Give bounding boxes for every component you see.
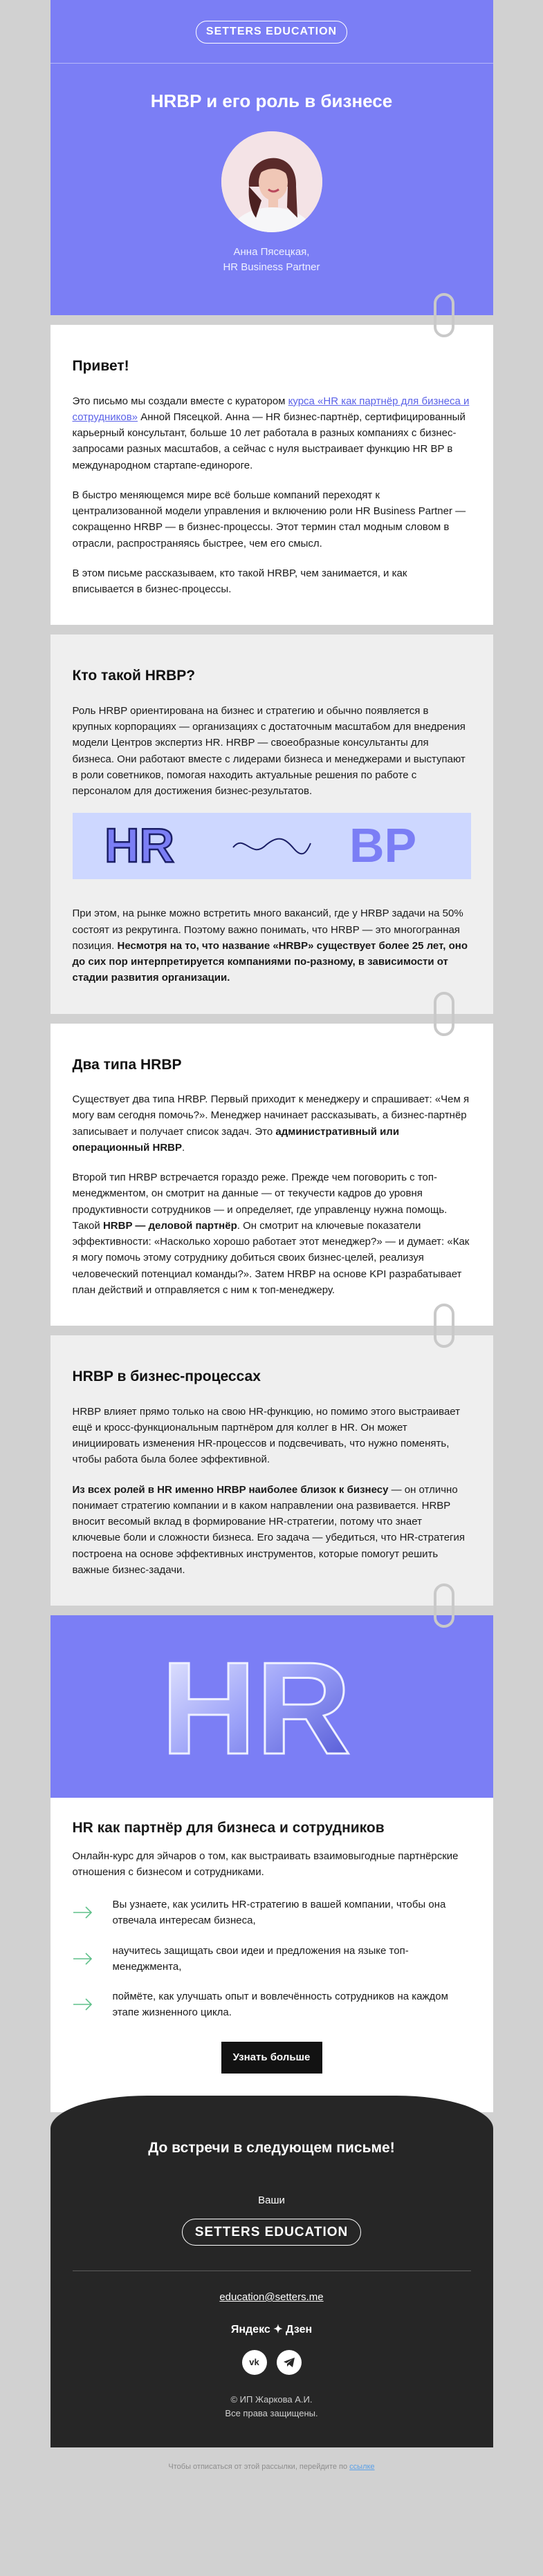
contact-email-link[interactable]: education@setters.me: [219, 2291, 324, 2303]
text-span: . Он смотрит на ключевые показатели эффективности: «Насколько хорошо работает этот менеджер?» — и думает: «Как я могу помочь этому сотруднику добиться своих бизнес-целей, реализуя человеческий потенциал команды?». Затем HRBP на основе KPI разрабатывает план действий и отправляется с ним к топ-менеджеру.: [72, 1219, 470, 1296]
learn-more-button[interactable]: Узнать больше: [221, 2042, 322, 2074]
copyright-owner: © ИП Жаркова А.И.: [230, 2394, 313, 2405]
course-subtitle: Онлайн-курс для эйчаров о том, как выстраивать взаимовыгодные партнёрские отношения с бизнесом и сотрудниками.: [72, 1850, 459, 1878]
course-title: HR как партнёр для бизнеса и сотрудников: [72, 1820, 385, 1836]
copyright: [73, 2393, 471, 2420]
email-container: [50, 0, 493, 2447]
course-hero-text: HR: [160, 1635, 351, 1783]
benefit-item: [73, 1989, 471, 2021]
arrow-right-icon: [73, 1952, 93, 1966]
curator-avatar: [221, 131, 322, 232]
social-links: [73, 2350, 471, 2375]
types-paragraph-1: [73, 1091, 471, 1156]
bp-lettering-icon: [342, 822, 439, 870]
types-section: [50, 1024, 493, 1326]
who-paragraph-2: [73, 905, 471, 986]
text-span: Анной Пясецкой. Анна — HR бизнес-партнёр, сертифицированный карьерный консультант, больше 10 лет работала в разных компаниях с бизнес-запросами разных масштабов, а сейчас с нуля выстраивает функцию HR BP в международном стартапе-единороге.: [72, 411, 466, 471]
course-body: [50, 1798, 493, 2112]
bold-span: Несмотря на то, что название «HRBP» существует более 25 лет, оно до сих пор интерпретируется компаниями по-разному, в зависимости от стадии развития организации.: [72, 939, 468, 984]
process-paragraph-1: HRBP влияет прямо только на свою HR-функцию, но помимо этого выстраивает ещё и кросс-функциональным партнёром для коллег в HR. Он может инициировать изменения HR-процессов и подсвечивать, что нужно поменять, чтобы работа была более эффективной.: [72, 1405, 461, 1466]
binder-ring-icon: [434, 1304, 454, 1348]
binder-ring-icon: [434, 992, 454, 1036]
email-header: [50, 0, 493, 315]
intro-title: Привет!: [72, 358, 129, 374]
footer-signoff: Ваши: [258, 2194, 285, 2207]
vk-icon[interactable]: vk: [242, 2350, 267, 2375]
unsubscribe-text: Чтобы отписаться от этой рассылки, перейдите по: [168, 2463, 350, 2472]
who-paragraph-1: Роль HRBP ориентирована на бизнес и стратегию и обычно появляется в крупных корпорациях — организациях с достаточным масштабом для внедрения модели Центров экспертиз HR. HRBP — своеобразные консультанты для бизнеса. Они работают вместе с лидерами бизнеса и менеджерами и выступают в роли советников, помогая находить актуальные решения по работе с персоналом для достижения бизнес-результатов.: [72, 704, 466, 798]
benefit-text: научитесь защищать свои идеи и предложения на языке топ-менеджмента,: [112, 1944, 409, 1973]
text-span: При этом, на рынке можно встретить много вакансий, где у HRBP задачи на 50% состоят из рекрутинга. Поэтому важно понимать, что HRBP — это многогранная позиция.: [72, 908, 463, 952]
text-span: Второй тип HRBP встречается гораздо реже. Прежде чем поговорить с топ-менеджментом, он смотрит на данные — от текучести кадров до уровня продуктивности сотрудников — и определяет, где управленцу нужна помощь. Такой: [72, 1172, 448, 1232]
benefit-text: поймёте, как улучшать опыт и вовлечённость сотрудников на каждом этапе жизненного цикла.: [112, 1991, 448, 2019]
banner-left-text: HR: [104, 822, 174, 871]
process-section: [50, 1335, 493, 1606]
email-title: HRBP и его роль в бизнесе: [150, 90, 393, 111]
course-hero-image: [50, 1615, 493, 1798]
process-title: HRBP в бизнес-процессах: [72, 1369, 261, 1385]
header-divider: [50, 63, 493, 64]
copyright-rights: Все права защищены.: [225, 2407, 318, 2418]
email-footer: [50, 2096, 493, 2447]
arrow-right-icon: [73, 1997, 93, 2011]
text-span: .: [182, 1141, 185, 1154]
unsubscribe-link[interactable]: ссылке: [349, 2463, 375, 2472]
text-span: Это письмо мы создали вместе с куратором: [72, 395, 288, 407]
intro-paragraph-1: [73, 393, 471, 473]
banner-right-text: BP: [349, 822, 416, 871]
benefit-item: [73, 1943, 471, 1975]
binder-ring-icon: [434, 1583, 454, 1628]
bold-span: Из всех ролей в HR именно HRBP наиболее близок к бизнесу: [72, 1483, 389, 1496]
hr-lettering-icon: [104, 822, 201, 870]
who-title: Кто такой HRBP?: [72, 668, 196, 684]
curator-caption: [50, 245, 493, 275]
binder-ring-icon: [434, 293, 454, 337]
hr-3d-lettering-icon: [50, 1615, 493, 1798]
benefit-item: [73, 1897, 471, 1929]
benefit-text: Вы узнаете, как усилить HR-стратегию в вашей компании, чтобы она отвечала интересам бизнеса,: [112, 1899, 446, 1927]
types-paragraph-2: [73, 1169, 471, 1298]
course-section: [50, 1615, 493, 2112]
footer-brand-logo[interactable]: SETTERS EDUCATION: [182, 2219, 361, 2246]
intro-paragraph-2: В быстро меняющемся мире всё больше компаний переходят к централизованной модели управления и включению роли HR Business Partner — сокращенно HRBP — в бизнес-процессы. Этот термин стал модным словом в отрасли, распространяясь быстрее, чем его смысл.: [72, 489, 466, 549]
squiggle-icon: [230, 832, 313, 860]
telegram-icon[interactable]: [277, 2350, 302, 2375]
curator-role: HR Business Partner: [223, 261, 320, 273]
arrow-right-icon: [73, 1906, 93, 1919]
process-paragraph-2: [73, 1482, 471, 1579]
hrbp-banner: [73, 813, 471, 879]
unsubscribe-note: [0, 2447, 543, 2488]
curator-name: Анна Пясецкая,: [233, 246, 310, 258]
footer-title: До встречи в следующем письме!: [148, 2139, 395, 2156]
text-span: — он отлично понимает стратегию компании и в каком направлении она развивается. HRBP вносит весомый вклад в формирование HR-стратегии, потому что знает ключевые боли и сложности бизнеса. Его задача — убедиться, что HR-стратегия построена на основе эффективных инструментов, которые помогут решить важные бизнес-задачи.: [72, 1483, 466, 1576]
bold-span: административный или операционный HRBP: [72, 1125, 400, 1154]
course-link[interactable]: курса «HR как партнёр для бизнеса и сотрудников»: [72, 395, 470, 423]
brand-logo[interactable]: SETTERS EDUCATION: [196, 21, 347, 44]
who-section: [50, 634, 493, 1013]
text-span: Существует два типа HRBP. Первый приходит к менеджеру и спрашивает: «Чем я могу вам сегодня помочь?». Менеджер начинает рассказывать, а бизнес-партнёр записывает и получает список задач. Это: [72, 1093, 470, 1138]
bold-span: HRBP — деловой партнёр: [102, 1219, 237, 1232]
types-title: Два типа HRBP: [72, 1056, 182, 1073]
intro-paragraph-3: В этом письме рассказываем, кто такой HRBP, чем занимается, и как вписывается в бизнес-процессы.: [72, 567, 407, 596]
partner-logo[interactable]: Яндекс ✦ Дзен: [230, 2324, 313, 2336]
intro-section: [50, 325, 493, 625]
